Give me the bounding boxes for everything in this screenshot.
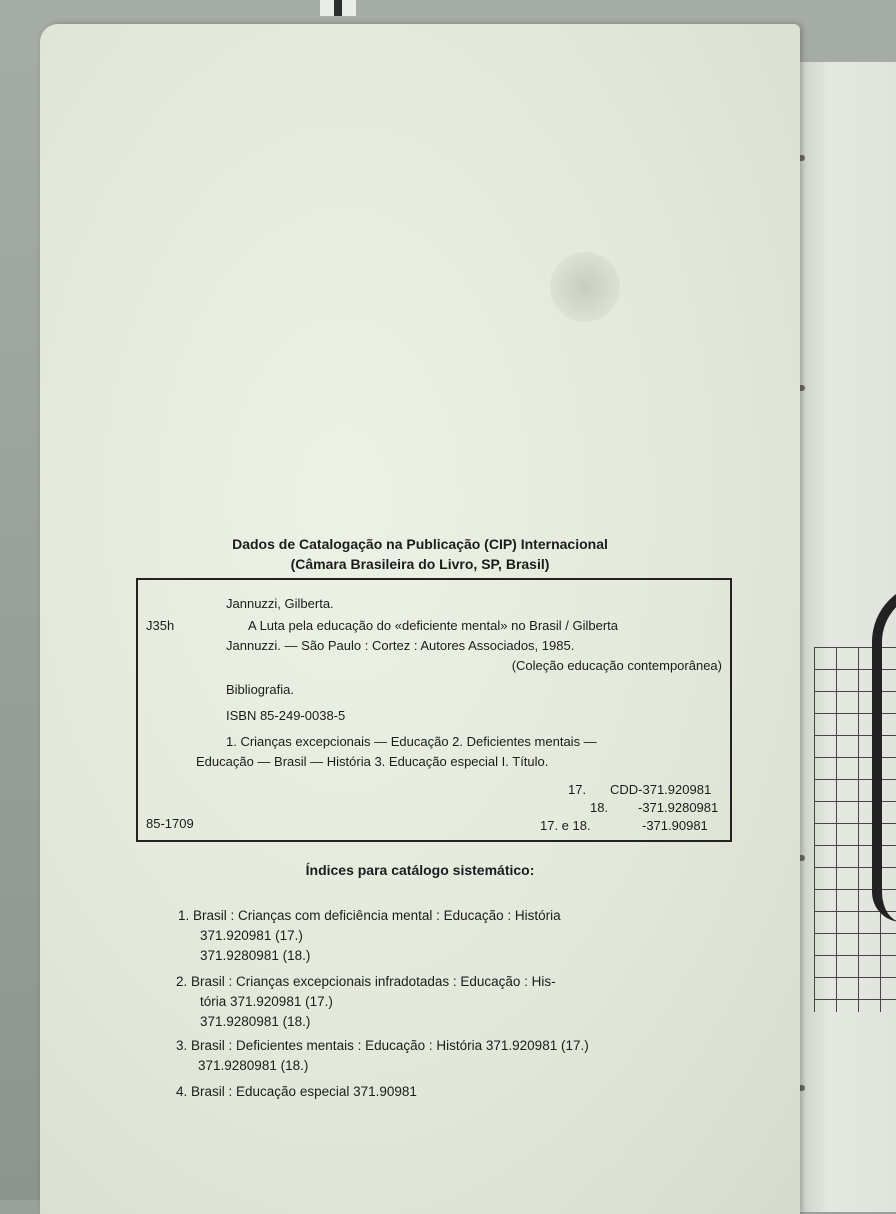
cdd-number: -371.90981 [642,818,708,833]
book-page [40,24,800,1214]
index-entry-line: 371.920981 (17.) [200,928,303,943]
index-entry-line: 371.9280981 (18.) [198,1058,309,1073]
cip-header-subtitle: (Câmara Brasileira do Livro, SP, Brasil) [290,556,550,572]
index-entry-line: 1. Brasil : Crianças com deficiência mental : Educação : História [178,908,561,923]
index-title: Índices para catálogo sistemático: [305,862,535,878]
cip-series: (Coleção educação contemporânea) [511,658,722,673]
cdd-edition: 17. [568,782,587,797]
index-entry-line: 3. Brasil : Deficientes mentais : Educação : História 371.920981 (17.) [176,1038,589,1053]
index-entry-line: 4. Brasil : Educação especial 371.90981 [176,1084,417,1099]
figure-outline-illustration [872,582,896,922]
cip-record-box [136,578,732,842]
pencil [320,0,356,16]
index-entry-line: 2. Brasil : Crianças excepcionais infradotadas : Educação : His- [176,974,556,989]
cip-call-number: J35h [146,618,175,633]
page-content [40,24,800,1214]
cdd-edition: 17. e 18. [540,818,591,833]
index-entry-line: 371.9280981 (18.) [200,948,311,963]
index-entry-line: 371.9280981 (18.) [200,1014,311,1029]
cip-subjects-line2: Educação — Brasil — História 3. Educação especial I. Título. [196,754,549,769]
cip-bibliography: Bibliografia. [226,682,294,697]
cdd-number: -371.9280981 [638,800,719,815]
cip-isbn: ISBN 85-249-0038-5 [226,708,346,723]
cip-title-line2: Jannuzzi. — São Paulo : Cortez : Autores Associados, 1985. [226,638,575,653]
cip-subjects-line1: 1. Crianças excepcionais — Educação 2. Deficientes mentais — [226,734,597,749]
cip-header-title: Dados de Catalogação na Publicação (CIP) Internacional [232,536,608,552]
cip-author: Jannuzzi, Gilberta. [226,596,334,611]
facing-page [792,62,896,1212]
cdd-number: CDD-371.920981 [610,782,712,797]
cip-record-number: 85-1709 [146,816,194,831]
index-entry-line: tória 371.920981 (17.) [200,994,333,1009]
cdd-edition: 18. [590,800,609,815]
cip-title-line1: A Luta pela educação do «deficiente mental» no Brasil / Gilberta [248,618,619,633]
